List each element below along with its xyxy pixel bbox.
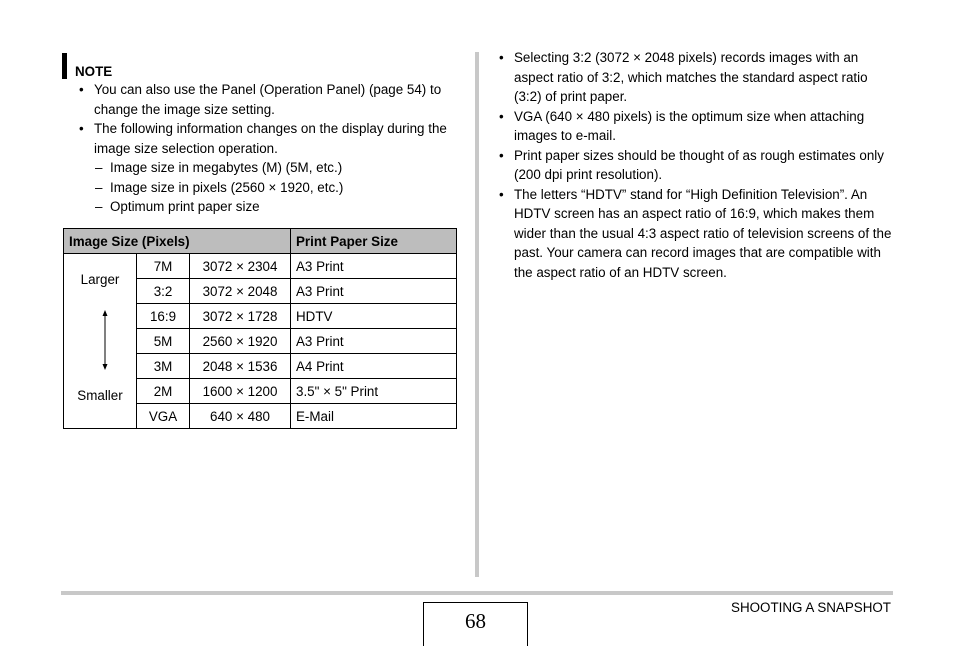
cell-paper: A3 Print <box>291 329 457 354</box>
label-larger: Larger <box>80 272 120 287</box>
cell-pixels: 2048 × 1536 <box>190 354 291 379</box>
right-bullet: • Selecting 3:2 (3072 × 2048 pixels) records images with an aspect ratio of 3:2, which matches the standard aspect ratio (3:2) of print paper. <box>497 48 893 107</box>
cell-pixels: 3072 × 2304 <box>190 254 291 279</box>
cell-pixels: 640 × 480 <box>190 404 291 429</box>
cell-paper: A3 Print <box>291 279 457 304</box>
note-bar-marker <box>62 53 67 79</box>
right-notes <box>497 48 893 282</box>
right-bullets <box>497 48 893 282</box>
footer-rule <box>61 591 893 595</box>
cell-pixels: 3072 × 1728 <box>190 304 291 329</box>
header-image-size: Image Size (Pixels) <box>64 229 291 254</box>
note-bullet <box>62 119 458 217</box>
right-bullet: • Print paper sizes should be thought of as rough estimates only (200 dpi print resolution). <box>497 146 893 185</box>
right-bullet: • The letters “HDTV” stand for “High Definition Television”. An HDTV screen has an aspect ratio of 16:9, which makes them wider than the usual 4:3 aspect ratio of television screens of the past. Your camera can record images that are compatible with the aspect ratio of an HDTV screen. <box>497 185 893 283</box>
cell-pixels: 3072 × 2048 <box>190 279 291 304</box>
note-bullet: • You can also use the Panel (Operation Panel) (page 54) to change the image size setting. <box>62 80 458 119</box>
note-bullets <box>62 80 458 217</box>
image-size-table <box>63 228 457 429</box>
header-print-size: Print Paper Size <box>291 229 457 254</box>
note-title: NOTE <box>75 64 113 79</box>
section-name: SHOOTING A SNAPSHOT <box>731 600 891 615</box>
double-arrow-icon <box>69 310 131 370</box>
cell-paper: E-Mail <box>291 404 457 429</box>
right-bullet: • VGA (640 × 480 pixels) is the optimum size when attaching images to e-mail. <box>497 107 893 146</box>
cell-paper: A4 Print <box>291 354 457 379</box>
cell-size: 5M <box>137 329 190 354</box>
cell-size: 7M <box>137 254 190 279</box>
note-dash-item: – Image size in megabytes (M) (5M, etc.) <box>62 158 458 178</box>
note-section <box>62 53 458 217</box>
column-divider <box>475 52 479 577</box>
note-dash-list <box>62 158 458 217</box>
cell-size: VGA <box>137 404 190 429</box>
table-row <box>64 254 457 279</box>
note-dash-item: – Optimum print paper size <box>62 197 458 217</box>
cell-paper: HDTV <box>291 304 457 329</box>
cell-size: 16:9 <box>137 304 190 329</box>
page-number: 68 <box>423 602 528 646</box>
cell-paper: 3.5" × 5" Print <box>291 379 457 404</box>
cell-paper: A3 Print <box>291 254 457 279</box>
cell-size: 2M <box>137 379 190 404</box>
label-smaller: Smaller <box>77 388 123 403</box>
cell-pixels: 1600 × 1200 <box>190 379 291 404</box>
cell-pixels: 2560 × 1920 <box>190 329 291 354</box>
note-bullet-text: The following information changes on the display during the image size selection operation. <box>94 121 447 156</box>
size-scale-cell <box>64 254 137 429</box>
table-header-row <box>64 229 457 254</box>
cell-size: 3:2 <box>137 279 190 304</box>
note-dash-item: – Image size in pixels (2560 × 1920, etc.) <box>62 178 458 198</box>
note-header <box>62 53 458 80</box>
cell-size: 3M <box>137 354 190 379</box>
